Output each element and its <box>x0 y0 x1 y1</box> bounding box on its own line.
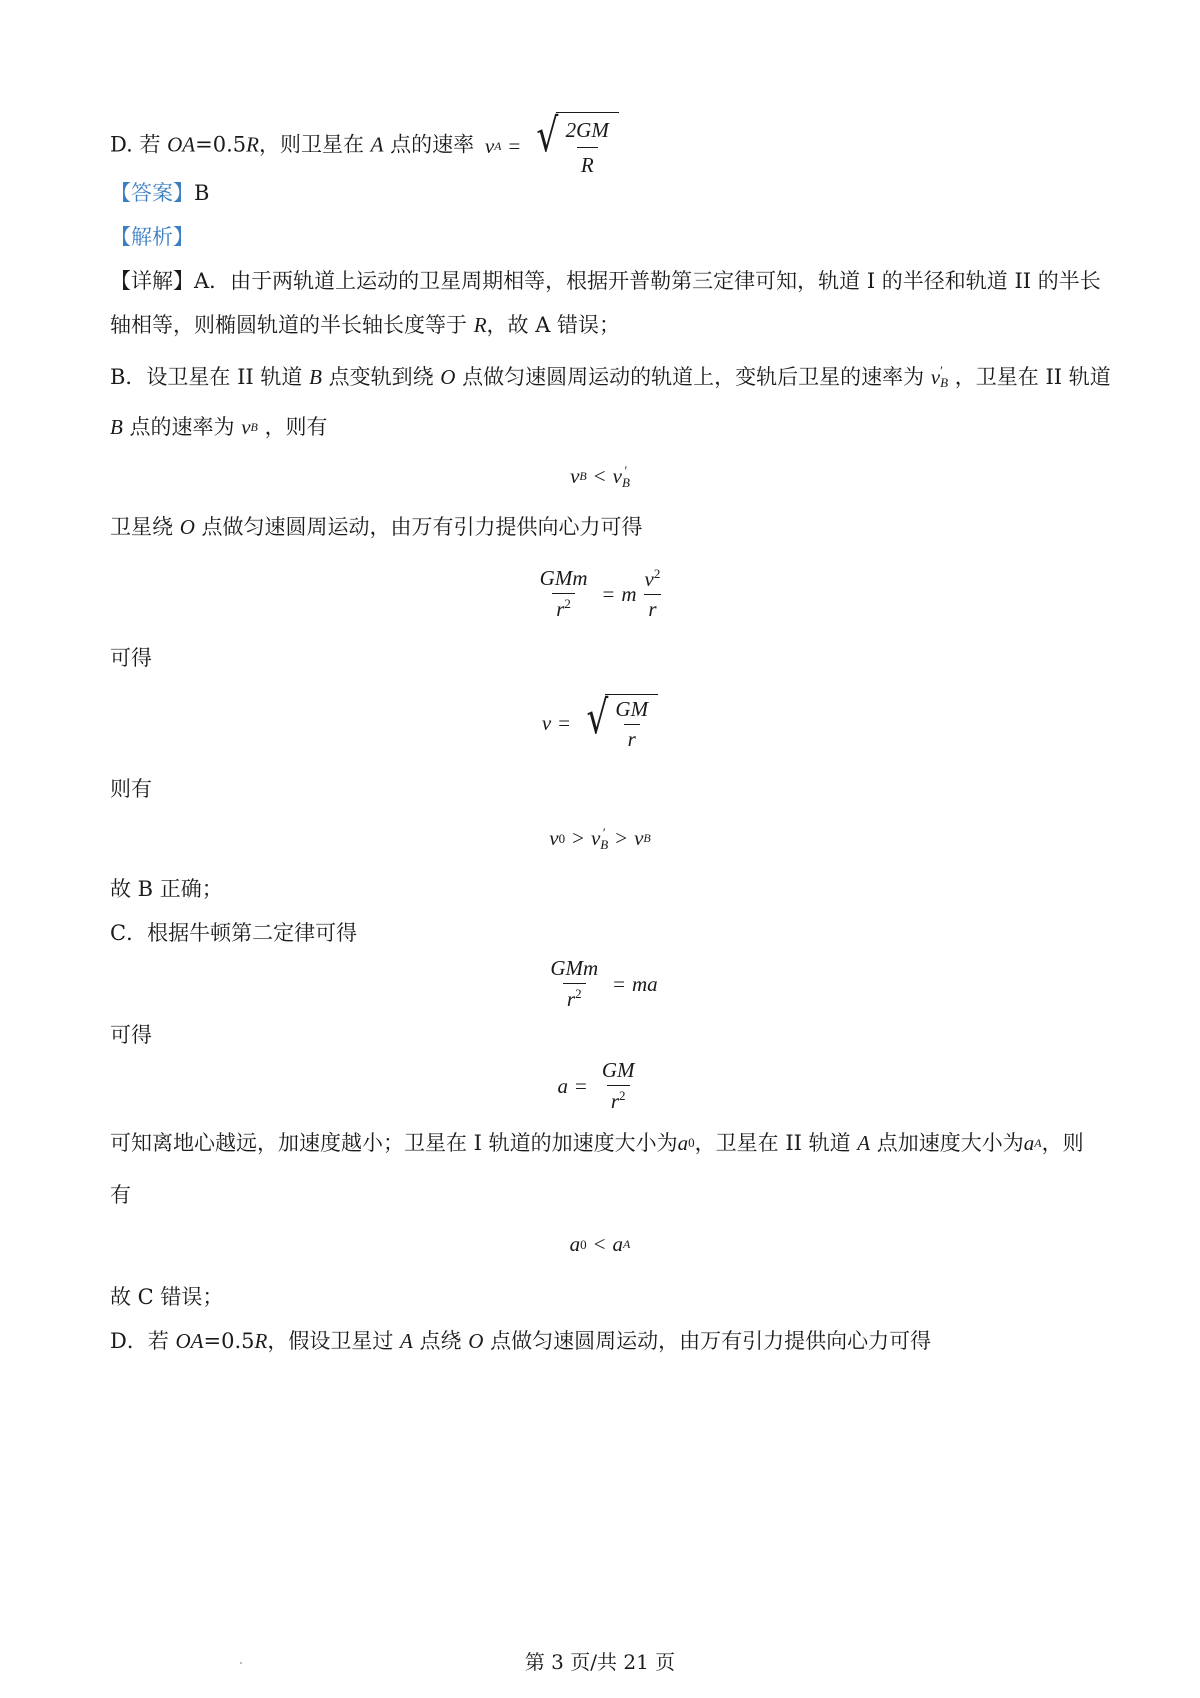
detail-line-1 <box>110 266 1101 296</box>
part-b-b: B <box>309 365 322 389</box>
conclusion-c: 故 C 错误； <box>110 1285 224 1309</box>
formula-v-sqrt <box>0 690 1200 752</box>
circle-o: O <box>179 515 195 539</box>
sym-v: v <box>644 567 654 591</box>
sym-b: B <box>643 831 651 845</box>
fraction <box>536 566 592 622</box>
sym-eq: = <box>613 971 625 996</box>
sym-v: v <box>930 365 941 389</box>
sym-b: B <box>621 474 630 490</box>
analysis-label: 【解析】 <box>110 225 194 249</box>
frac-den <box>607 1085 630 1114</box>
part-b-circle-line <box>110 512 643 542</box>
part-b-line-1 <box>110 362 1111 392</box>
frac-num: GMm <box>550 956 599 980</box>
circle-text-a: 卫星绕 <box>110 515 180 539</box>
conclusion-b: 故 B 正确； <box>110 877 223 901</box>
part-d-line <box>110 1326 931 1356</box>
option-d-a: A <box>370 132 384 157</box>
part-d-text-b: =0.5 <box>203 1329 255 1353</box>
frac-den <box>552 593 575 622</box>
part-b-l2-tail: ，则有 <box>264 415 328 439</box>
sym-a: a <box>557 1073 568 1098</box>
zeyou <box>110 774 152 804</box>
part-d-r: R <box>254 1329 268 1353</box>
frac-den: r <box>624 724 640 752</box>
part-b-l2-text: 点的速率为 <box>122 415 235 439</box>
option-d-line <box>110 108 619 180</box>
formula-a <box>0 1058 1200 1114</box>
sym-a-sub: A <box>623 1237 631 1251</box>
fraction <box>641 566 665 622</box>
sym-lt: < <box>593 464 606 488</box>
detail-label: 【详解】 <box>110 269 194 293</box>
part-c-intro <box>110 918 357 948</box>
sym-two: 2 <box>564 596 571 611</box>
answer-label: 【答案】 <box>110 181 194 205</box>
sym-lt: < <box>593 1232 606 1256</box>
option-d-oa: OA <box>167 132 196 157</box>
answer-value: B <box>194 181 210 205</box>
inline-a0 <box>678 1128 695 1158</box>
sym-zero: 0 <box>688 1135 695 1150</box>
sqrt-symbol: √ $\frac{2GM}{R}$ <box>529 112 618 180</box>
detail-text-2a: 轴相等，则椭圆轨道的半长轴长度等于 <box>110 313 474 337</box>
sym-gt: > <box>572 826 584 850</box>
sym-zero: 0 <box>558 830 566 846</box>
sym-zero: 0 <box>580 1236 587 1252</box>
part-c-text-b: ，卫星在 II 轨道 <box>694 1131 858 1155</box>
answer-line <box>110 178 209 208</box>
sym-prime: ′ <box>940 363 943 378</box>
fraction <box>562 115 613 180</box>
part-b-line-2 <box>110 412 328 442</box>
zeyou-text: 则有 <box>110 777 152 801</box>
part-c-text-c: 点加速度大小为 <box>870 1131 1024 1155</box>
part-d-a: A <box>400 1329 413 1353</box>
formula-eq: = <box>508 134 521 158</box>
kede-1 <box>110 643 152 673</box>
kede-text: 可得 <box>110 1023 152 1047</box>
sym-v: v <box>634 826 644 850</box>
part-d-text-e: 点做匀速圆周运动，由万有引力提供向心力可得 <box>483 1329 932 1353</box>
sym-a: a <box>569 1232 581 1256</box>
sym-eq: = <box>558 710 571 735</box>
frac-den: r <box>644 594 660 622</box>
formula-v: v <box>484 134 495 158</box>
detail-text-2b: ，故 A 错误； <box>486 313 621 337</box>
part-d-text-d: 点绕 <box>412 1329 469 1353</box>
part-d-oa: OA <box>175 1329 204 1353</box>
part-b-text-3: 点做匀速圆周运动的轨道上，变轨后卫星的速率为 <box>455 365 925 389</box>
kede-text: 可得 <box>110 646 152 670</box>
frac-num <box>641 566 665 594</box>
sym-v: v <box>612 464 622 488</box>
part-d-text-a: D．若 <box>110 1329 176 1353</box>
fraction <box>598 1058 639 1114</box>
part-c-text-a: 可知离地心越远，加速度越小；卫星在 I 轨道的加速度大小为 <box>110 1131 678 1155</box>
sym-ma: ma <box>632 971 658 996</box>
formula-v0-gt <box>0 826 1200 851</box>
sym-b: B <box>600 836 609 852</box>
formula-vb-lt <box>0 464 1200 489</box>
sym-b: B <box>250 420 258 434</box>
formula-a0-lt <box>0 1232 1200 1257</box>
part-b-text-2: 点变轨到绕 <box>321 365 441 389</box>
sym-m: m <box>621 581 637 606</box>
detail-line-2 <box>110 310 620 340</box>
formula-sub-a: A <box>494 139 502 153</box>
option-d-r: R <box>246 132 259 157</box>
sym-r: r <box>610 1089 619 1113</box>
sym-prime: ′ <box>624 462 628 478</box>
frac-den <box>563 983 586 1012</box>
fraction <box>611 697 652 752</box>
part-c-text-2: 有 <box>110 1183 131 1207</box>
option-d-mid: ，则卫星在 <box>258 132 371 157</box>
part-b-conclusion <box>110 874 223 904</box>
page-footer: 第 3 页/共 21 页 <box>524 1650 676 1674</box>
sup-sub-stack <box>940 365 948 389</box>
kede-2 <box>110 1020 152 1050</box>
part-c-intro-text: C．根据牛顿第二定律可得 <box>110 921 358 945</box>
sym-prime: ′ <box>602 824 606 840</box>
sym-two: 2 <box>619 1088 626 1103</box>
sym-r: r <box>566 987 576 1011</box>
sqrt-symbol: √ $\frac{GM}{r}$ <box>579 694 658 752</box>
frac-num: 2GM <box>565 118 609 142</box>
part-d-text-c: ，假设卫星过 <box>267 1329 401 1353</box>
sym-r: r <box>556 597 565 621</box>
formula-gravity-centripetal <box>0 566 1200 622</box>
sym-a-sub: A <box>1034 1136 1042 1150</box>
detail-text-1: A．由于两轨道上运动的卫星周期相等，根据开普勒第三定律可知，轨道 I 的半径和轨道 II 的半长 <box>194 269 1101 293</box>
sym-v: v <box>570 464 580 488</box>
part-c-line-1 <box>110 1128 1084 1158</box>
part-b-o: O <box>440 365 456 389</box>
sym-v: v <box>549 826 559 850</box>
option-d-formula <box>484 108 619 180</box>
part-b-text-1: B．设卫星在 II 轨道 <box>110 365 310 389</box>
option-d-prefix: D. 若 <box>110 132 168 157</box>
sym-a: a <box>612 1232 623 1256</box>
analysis-line <box>110 222 194 252</box>
detail-r: R <box>473 313 487 337</box>
inline-vb-prime <box>931 362 948 392</box>
part-c-text-d: ，则 <box>1041 1131 1084 1155</box>
sym-a: a <box>677 1131 689 1155</box>
frac-num: GM <box>615 697 649 721</box>
sym-v: v <box>241 415 251 439</box>
formula-newton <box>0 956 1200 1012</box>
fraction <box>546 956 602 1012</box>
part-b-l2-b: B <box>110 415 123 439</box>
sym-a: a <box>1023 1131 1035 1155</box>
sym-b: B <box>579 469 587 483</box>
frac-num: GMm <box>539 566 588 590</box>
sym-b: B <box>940 375 949 390</box>
frac-num: GM <box>601 1058 635 1082</box>
option-d-eq: =0.5 <box>195 132 247 157</box>
sup-sub-stack <box>600 824 609 852</box>
sym-v: v <box>541 710 552 735</box>
part-b-text-4: ，卫星在 II 轨道 <box>954 365 1111 389</box>
sym-eq: = <box>574 1073 587 1098</box>
sup-sub-stack <box>621 462 630 490</box>
part-d-o: O <box>468 1329 484 1353</box>
part-c-a: A <box>857 1131 871 1155</box>
inline-aa <box>1024 1128 1042 1158</box>
frac-den: R <box>577 147 598 180</box>
sym-v: v <box>590 826 601 850</box>
sym-gt: > <box>615 826 628 850</box>
option-d-tail: 点的速率 <box>383 132 475 157</box>
sym-two: 2 <box>653 566 661 581</box>
circle-text-b: 点做匀速圆周运动，由万有引力提供向心力可得 <box>194 515 643 539</box>
part-c-conclusion <box>110 1282 223 1312</box>
part-c-line-2 <box>110 1180 131 1210</box>
inline-vb <box>241 412 258 442</box>
sym-two: 2 <box>575 986 582 1001</box>
sym-eq: = <box>602 581 615 606</box>
